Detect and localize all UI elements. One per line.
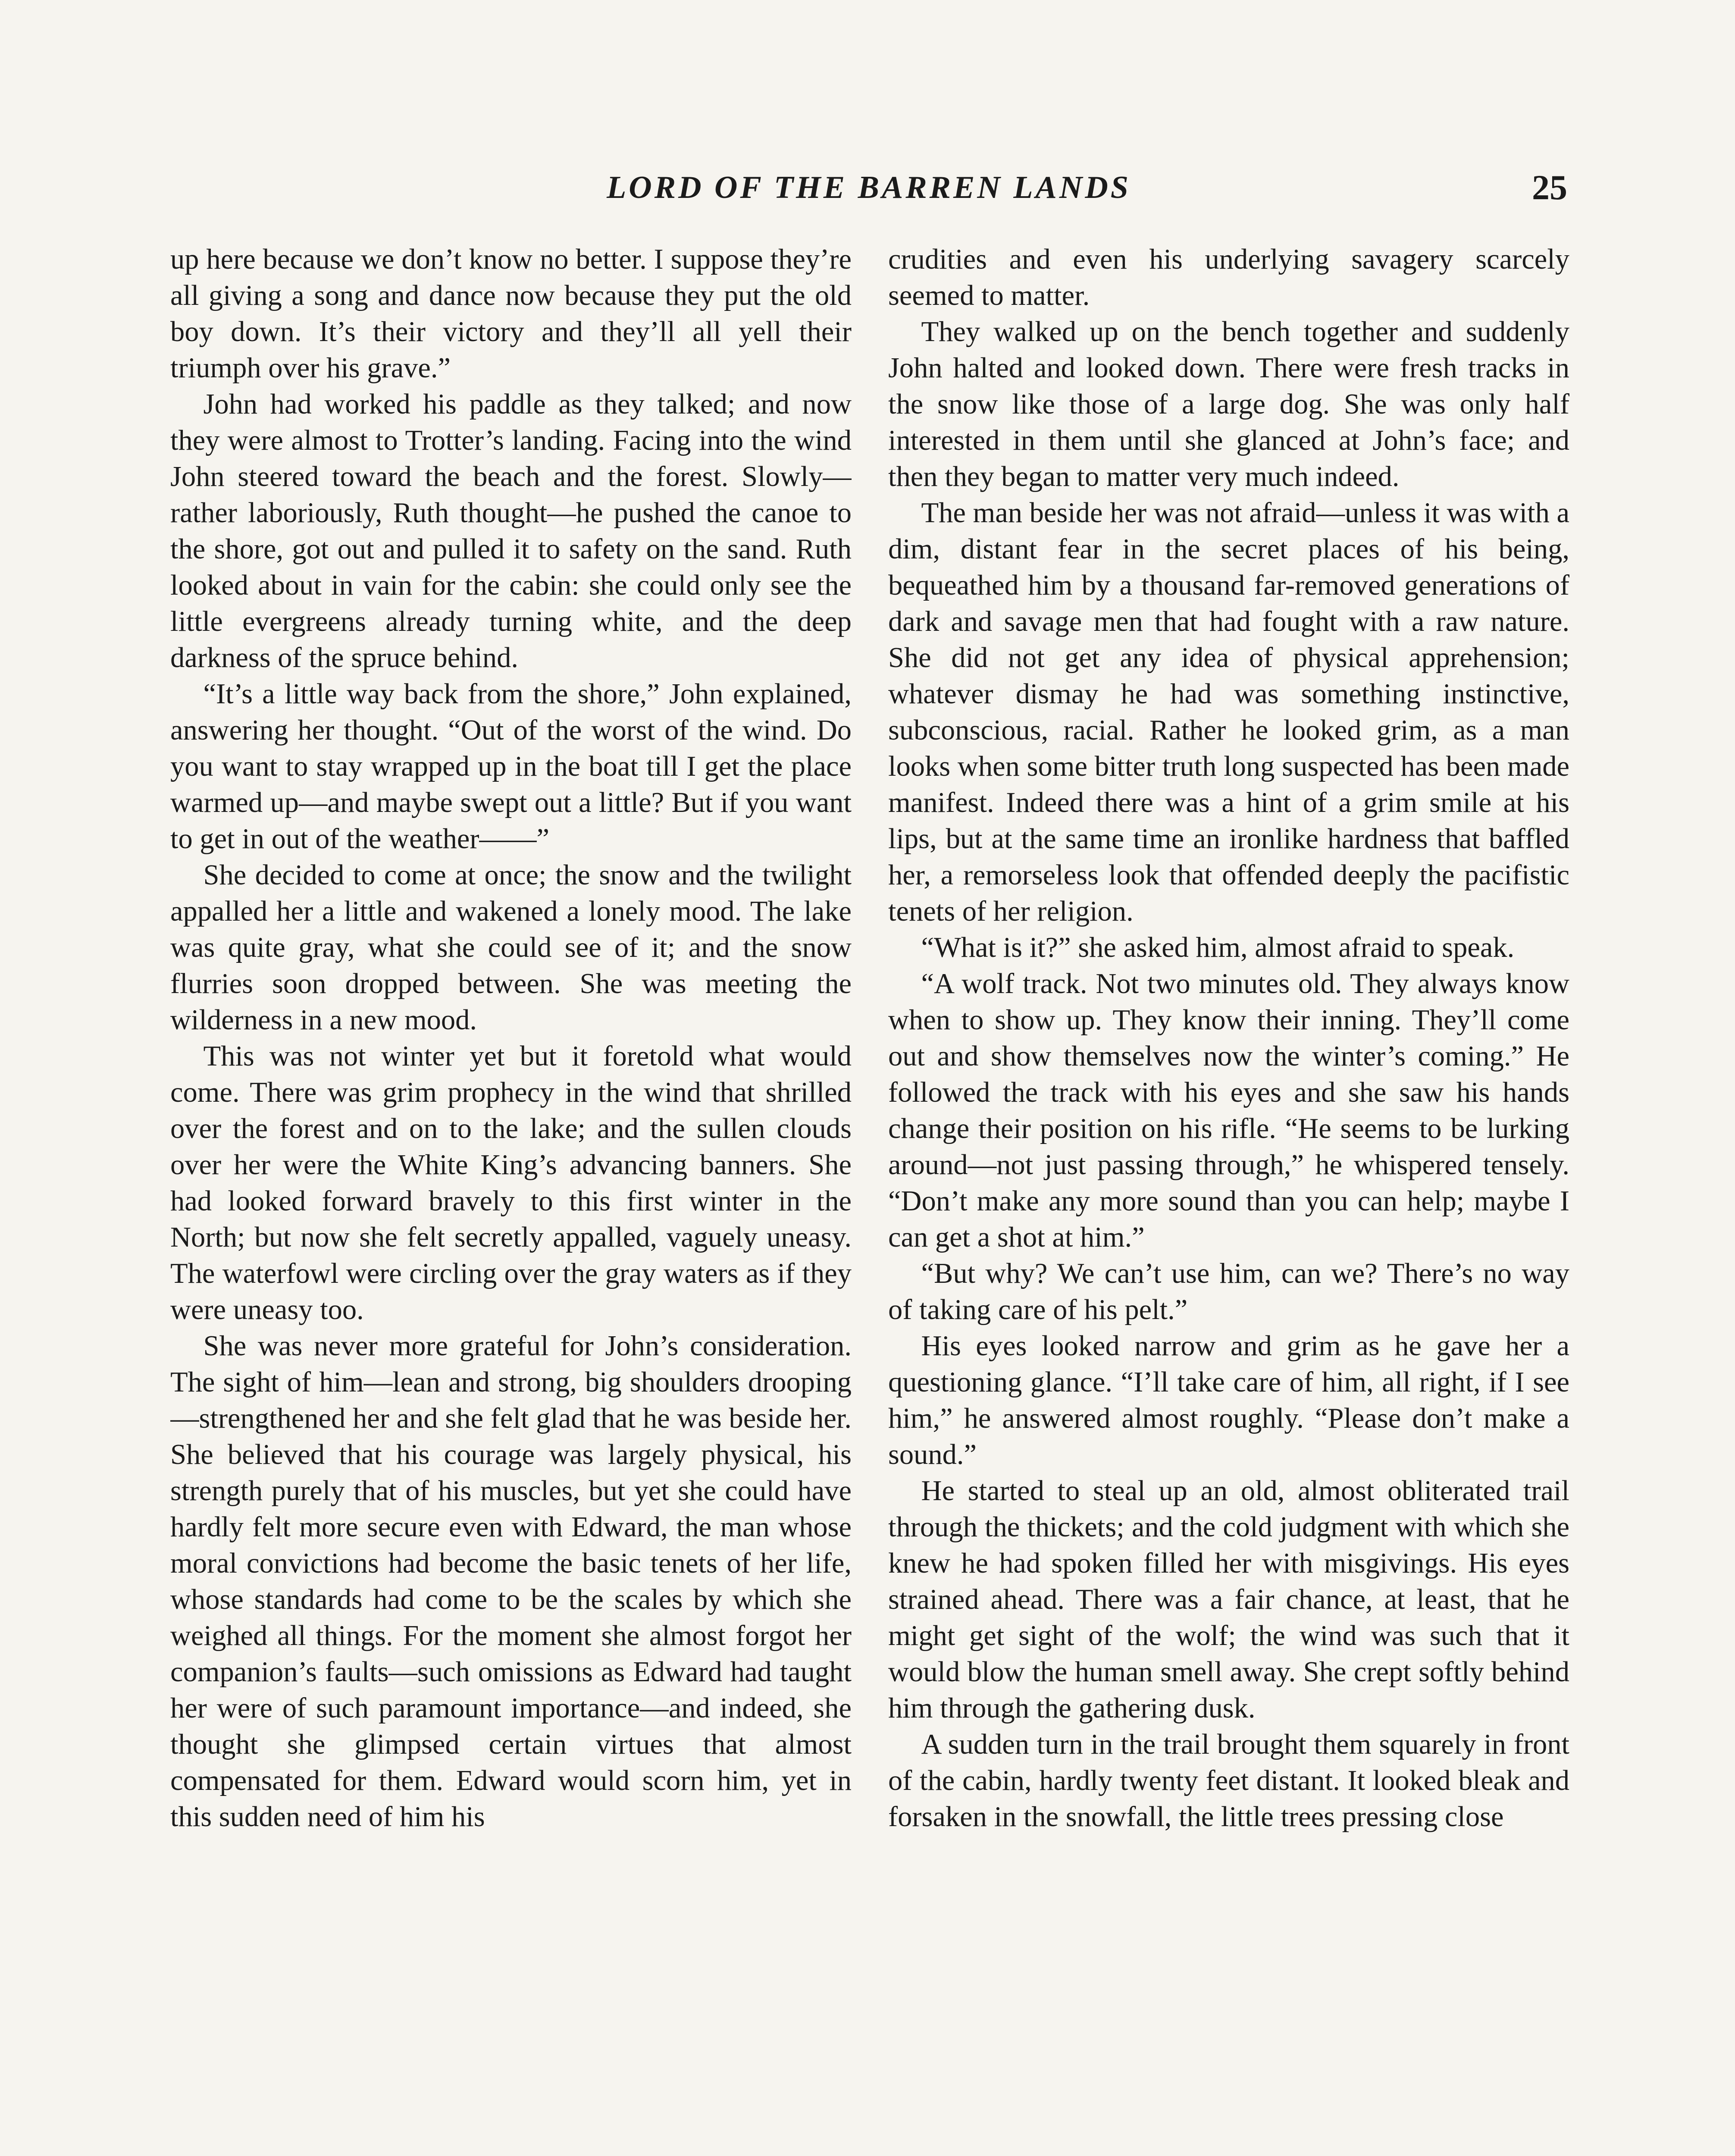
paragraph: John had worked his paddle as they talked; and now they were almost to Trotter’s landing. Facing into the wind John steered toward the beach and the forest. Slowly—rather laboriously, Ruth thought—he pushed the canoe to the shore, got out and pulled it to safety on the sand. Ruth looked about in vain for the cabin: she could only see the little evergreens already turning white, and the deep darkness of the spruce behind. [170,389,852,674]
paragraph: He started to steal up an old, almost obliterated trail through the thickets; and the cold judgment with which she knew he had spoken filled her with misgivings. His eyes strained ahead. There was a fair chance, at least, that he might get sight of the wolf; the wind was such that it would blow the human smell away. She crept softly behind him through the gathering dusk. [888,1475,1569,1724]
paragraph: crudities and even his underlying savagery scarcely seemed to matter. [888,244,1569,311]
running-title: LORD OF THE BARREN LANDS [607,170,1131,205]
paragraph: “It’s a little way back from the shore,” John explained, answering her thought. “Out of the worst of the wind. Do you want to stay wrapped up in the boat till I get the place warmed up—and maybe swept out a little? But if you want to get in out of the weather——” [170,678,852,855]
paragraph: “A wolf track. Not two minutes old. They always know when to show up. They know their inning. They’ll come out and show themselves now the winter’s coming.” He followed the track with his eyes and she saw his hands change their position on his rifle. “He seems to be lurking around—not just passing through,” he whispered tensely. “Don’t make any more sound than you can help; maybe I can get a shot at him.” [888,968,1569,1253]
paragraph: They walked up on the bench together and suddenly John halted and looked down. There were fresh tracks in the snow like those of a large dog. She was only half interested in them until she glanced at John’s face; and then they began to matter very much indeed. [888,316,1569,492]
paragraph: She was never more grateful for John’s consideration. The sight of him—lean and strong, big shoulders drooping—strengthened her and she felt glad that he was beside her. She believed that his courage was largely physical, his strength purely that of his muscles, but yet she could have hardly felt more secure even with Edward, the man whose moral convictions had become the basic tenets of her life, whose standards had come to be the scales by which she weighed all things. For the moment she almost forgot her companion’s faults—such omissions as Edward had taught her were of such paramount importance—and indeed, she thought she glimpsed certain virtues that almost compensated for them. Edward would scorn him, yet in this sudden need of him his [170,1330,852,1833]
page-number: 25 [1532,168,1567,207]
paragraph: This was not winter yet but it foretold what would come. There was grim prophecy in the wind that shrilled over the forest and on to the lake; and the sullen clouds over her were the White King’s advancing banners. She had looked forward bravely to this first winter in the North; but now she felt secretly appalled, vaguely uneasy. The waterfowl were circling over the gray waters as if they were uneasy too. [170,1040,852,1326]
paragraph: up here because we don’t know no better. I suppose they’re all giving a song and dance now because they put the old boy down. It’s their victory and they’ll all yell their triumph over his grave.” [170,244,852,384]
running-head [170,164,1567,211]
right-column [888,241,1569,2156]
left-column [170,241,852,2156]
paragraph: A sudden turn in the trail brought them squarely in front of the cabin, hardly twenty feet distant. It looked bleak and forsaken in the snowfall, the little trees pressing close [888,1729,1569,1833]
paragraph: His eyes looked narrow and grim as he gave her a questioning glance. “I’ll take care of him, all right, if I see him,” he answered almost roughly. “Please don’t make a sound.” [888,1330,1569,1470]
paragraph: “What is it?” she asked him, almost afraid to speak. [921,932,1515,963]
paragraph: “But why? We can’t use him, can we? There’s no way of taking care of his pelt.” [888,1258,1569,1326]
paragraph: The man beside her was not afraid—unless it was with a dim, distant fear in the secret places of his being, bequeathed him by a thousand far-removed generations of dark and savage men that had fought with a raw nature. She did not get any idea of physical apprehension; whatever dismay he had was something instinctive, subconscious, racial. Rather he looked grim, as a man looks when some bitter truth long suspected has been made manifest. Indeed there was a hint of a grim smile at his lips, but at the same time an ironlike hardness that baffled her, a remorseless look that offended deeply the pacifistic tenets of her religion. [888,497,1569,927]
paragraph: She decided to come at once; the snow and the twilight appalled her a little and wakened a lonely mood. The lake was quite gray, what she could see of it; and the snow flurries soon dropped between. She was meeting the wilderness in a new mood. [170,859,852,1036]
